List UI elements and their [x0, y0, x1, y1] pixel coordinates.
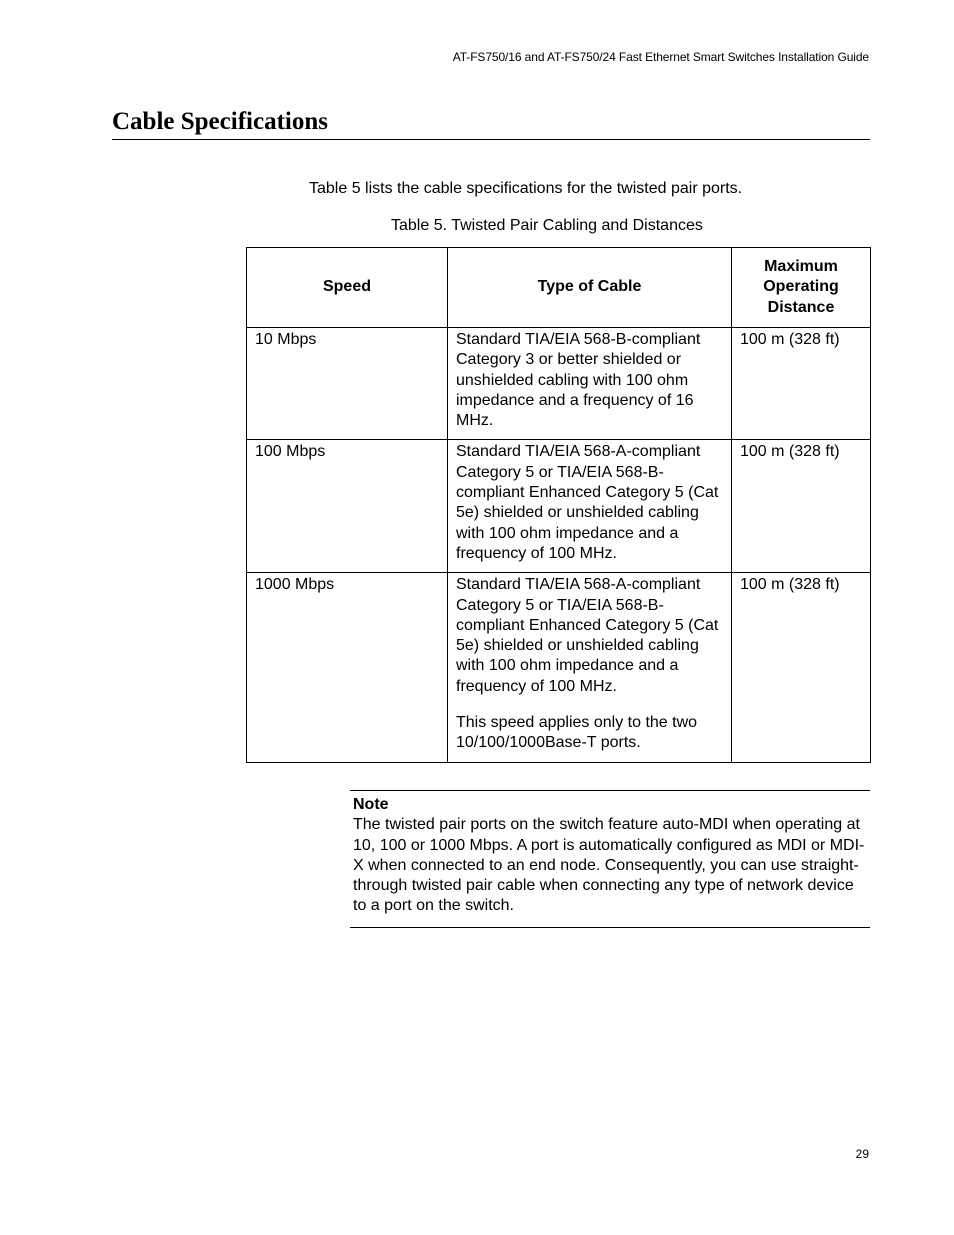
- cable-cell: [448, 328, 732, 440]
- speed-value: 1000 Mbps: [255, 576, 335, 594]
- distance-value: 100 m (328 ft): [740, 331, 840, 348]
- note-body: The twisted pair ports on the switch feature auto-MDI when operating at 10, 100 or 1000 Mbps. A port is automatically configured as MDI or MDI-X when connected to an end node. Consequently, you can use straight-through twisted pair cable when connecting any type of network device to a port on the switch.: [353, 816, 865, 915]
- speed-cell: [247, 573, 448, 762]
- speed-cell: [247, 440, 448, 573]
- cable-cell: [448, 440, 732, 573]
- distance-cell: [732, 328, 871, 440]
- speed-cell: [247, 328, 448, 440]
- cable-spec-table: [246, 247, 871, 763]
- column-header-max-distance: Maximum Operating Distance: [732, 248, 871, 328]
- distance-value: 100 m (328 ft): [740, 576, 840, 594]
- distance-cell: [732, 573, 871, 762]
- note-box: [350, 790, 870, 928]
- cable-description: Standard TIA/EIA 568-A-compliant Category 5 or TIA/EIA 568-B-compliant Enhanced Category 5 (Cat 5e) shielded or unshielded cabling with 100 ohm impedance and a frequency of 100 MHz.: [456, 576, 719, 695]
- cable-description: Standard TIA/EIA 568-A-compliant Category 5 or TIA/EIA 568-B-compliant Enhanced Category 5 (Cat 5e) shielded or unshielded cabling with 100 ohm impedance and a frequency of 100 MHz.: [456, 443, 719, 562]
- section-title: Cable Specifications: [112, 108, 328, 135]
- intro-paragraph: Table 5 lists the cable specifications for the twisted pair ports.: [309, 180, 743, 197]
- cable-speed-note: This speed applies only to the two 10/100/1000Base-T ports.: [456, 714, 698, 752]
- table-header-row: [247, 248, 871, 328]
- page-number: 29: [855, 1147, 869, 1161]
- table-caption: Table 5. Twisted Pair Cabling and Distances: [391, 217, 703, 234]
- title-rule: [112, 139, 870, 140]
- cable-cell: [448, 573, 732, 762]
- distance-cell: [732, 440, 871, 573]
- column-header-cable-type: Type of Cable: [448, 248, 732, 328]
- table-row: [247, 328, 871, 440]
- cable-description: Standard TIA/EIA 568-B-compliant Category 3 or better shielded or unshielded cabling with 100 ohm impedance and a frequency of 16 MHz.: [456, 331, 701, 430]
- distance-value: 100 m (328 ft): [740, 443, 840, 461]
- speed-value: 10 Mbps: [255, 331, 317, 348]
- speed-value: 100 Mbps: [255, 443, 326, 461]
- table-row: [247, 573, 871, 762]
- table-row: [247, 440, 871, 573]
- column-header-speed: Speed: [247, 248, 448, 328]
- running-header: AT-FS750/16 and AT-FS750/24 Fast Ethernet Smart Switches Installation Guide: [452, 50, 869, 64]
- note-heading: Note: [353, 796, 389, 813]
